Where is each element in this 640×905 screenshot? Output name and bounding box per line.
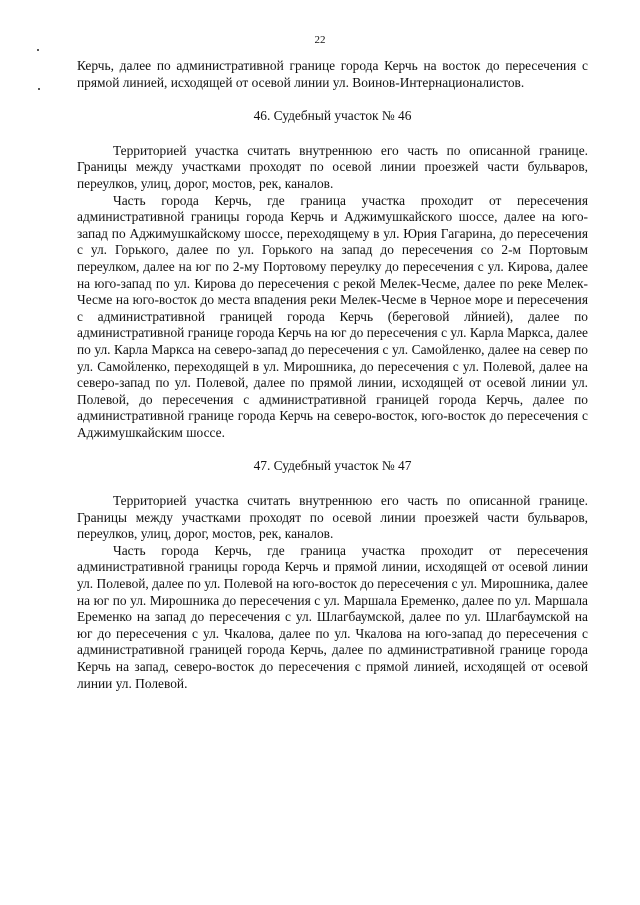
margin-mark xyxy=(38,88,40,90)
section-47-paragraph-2: Часть города Керчь, где граница участка проходит от пересечения административной границы города Керчь и прямой линии, исходящей от осевой линии ул. Полевой, далее по ул. Полевой на юго-восток до пересечения с ул. Мирошника, далее на юг по ул. Мирошника до пересечения с ул. Маршала Еременко, далее по ул. Маршала Еременко на запад до пересечения с ул. Шлагбаумской, далее по ул. Шлагбаумской на юг до пересечения с ул. Чкалова, далее по ул. Чкалова на юго-запад до пересечения с административной границей города Керчь, далее по административной границе города Керчь на запад, северо-восток до пересечения с прямой линией, исходящей от осевой линии ул. Полевой. xyxy=(77,542,588,691)
section-46-paragraph-1: Территорией участка считать внутреннюю его часть по описанной границе. Границы между участками проходят по осевой линии проезжей части бульваров, переулков, улиц, дорог, мостов, рек, каналов. xyxy=(77,142,588,191)
intro-continuation-paragraph: Керчь, далее по административной границе города Керчь на восток до пересечения с прямой линией, исходящей от осевой линии ул. Воинов-Интернационалистов. xyxy=(77,58,588,90)
page-number: 22 xyxy=(314,34,326,46)
section-heading-47: 47. Судебный участок № 47 xyxy=(253,458,412,474)
section-47-paragraph-1: Территорией участка считать внутреннюю его часть по описанной границе. Границы между участками проходят по осевой линии проезжей части бульваров, переулков, улиц, дорог, мостов, рек, каналов. xyxy=(77,493,588,542)
margin-mark xyxy=(37,49,39,51)
section-heading-46: 46. Судебный участок № 46 xyxy=(253,108,412,124)
section-46-paragraph-2: Часть города Керчь, где граница участка проходит от пересечения административной границы города Керчь и Аджимушкайского шоссе, далее на юго-запад по Аджимушкайскому шоссе, переходящему в ул. Юрия Гагарина, до пересечения с ул. Горького, далее по ул. Горького на запад до пересечения со 2-м Портовым переулком, далее на юг по 2-му Портовому переулку до пересечения с ул. Кирова, далее на юго-запад по ул. Кирова до пересечения с рекой Мелек-Чесме, далее по реке Мелек-Чесме на юго-восток до места впадения реки Мелек-Чесме в Черное море и пересечения с административной границей города Керчь (береговой лйнией), далее по административной границе города Керчь на юг до пересечения с ул. Карла Маркса, далее по ул. Карла Маркса на северо-запад до пересечения с ул. Самойленко, далее на север по ул. Самойленко, переходящей в ул. Мирошника, до пересечения с ул. Полевой, далее на северо-запад по ул. Полевой, далее по прямой линии, исходящей от осевой линии ул. Полевой, до пересечения с административной границей города Керчь, далее по административной границе города Керчь на северо-восток, юго-восток до пересечения с Аджимушкайским шоссе. xyxy=(77,192,588,440)
document-body xyxy=(77,58,588,692)
